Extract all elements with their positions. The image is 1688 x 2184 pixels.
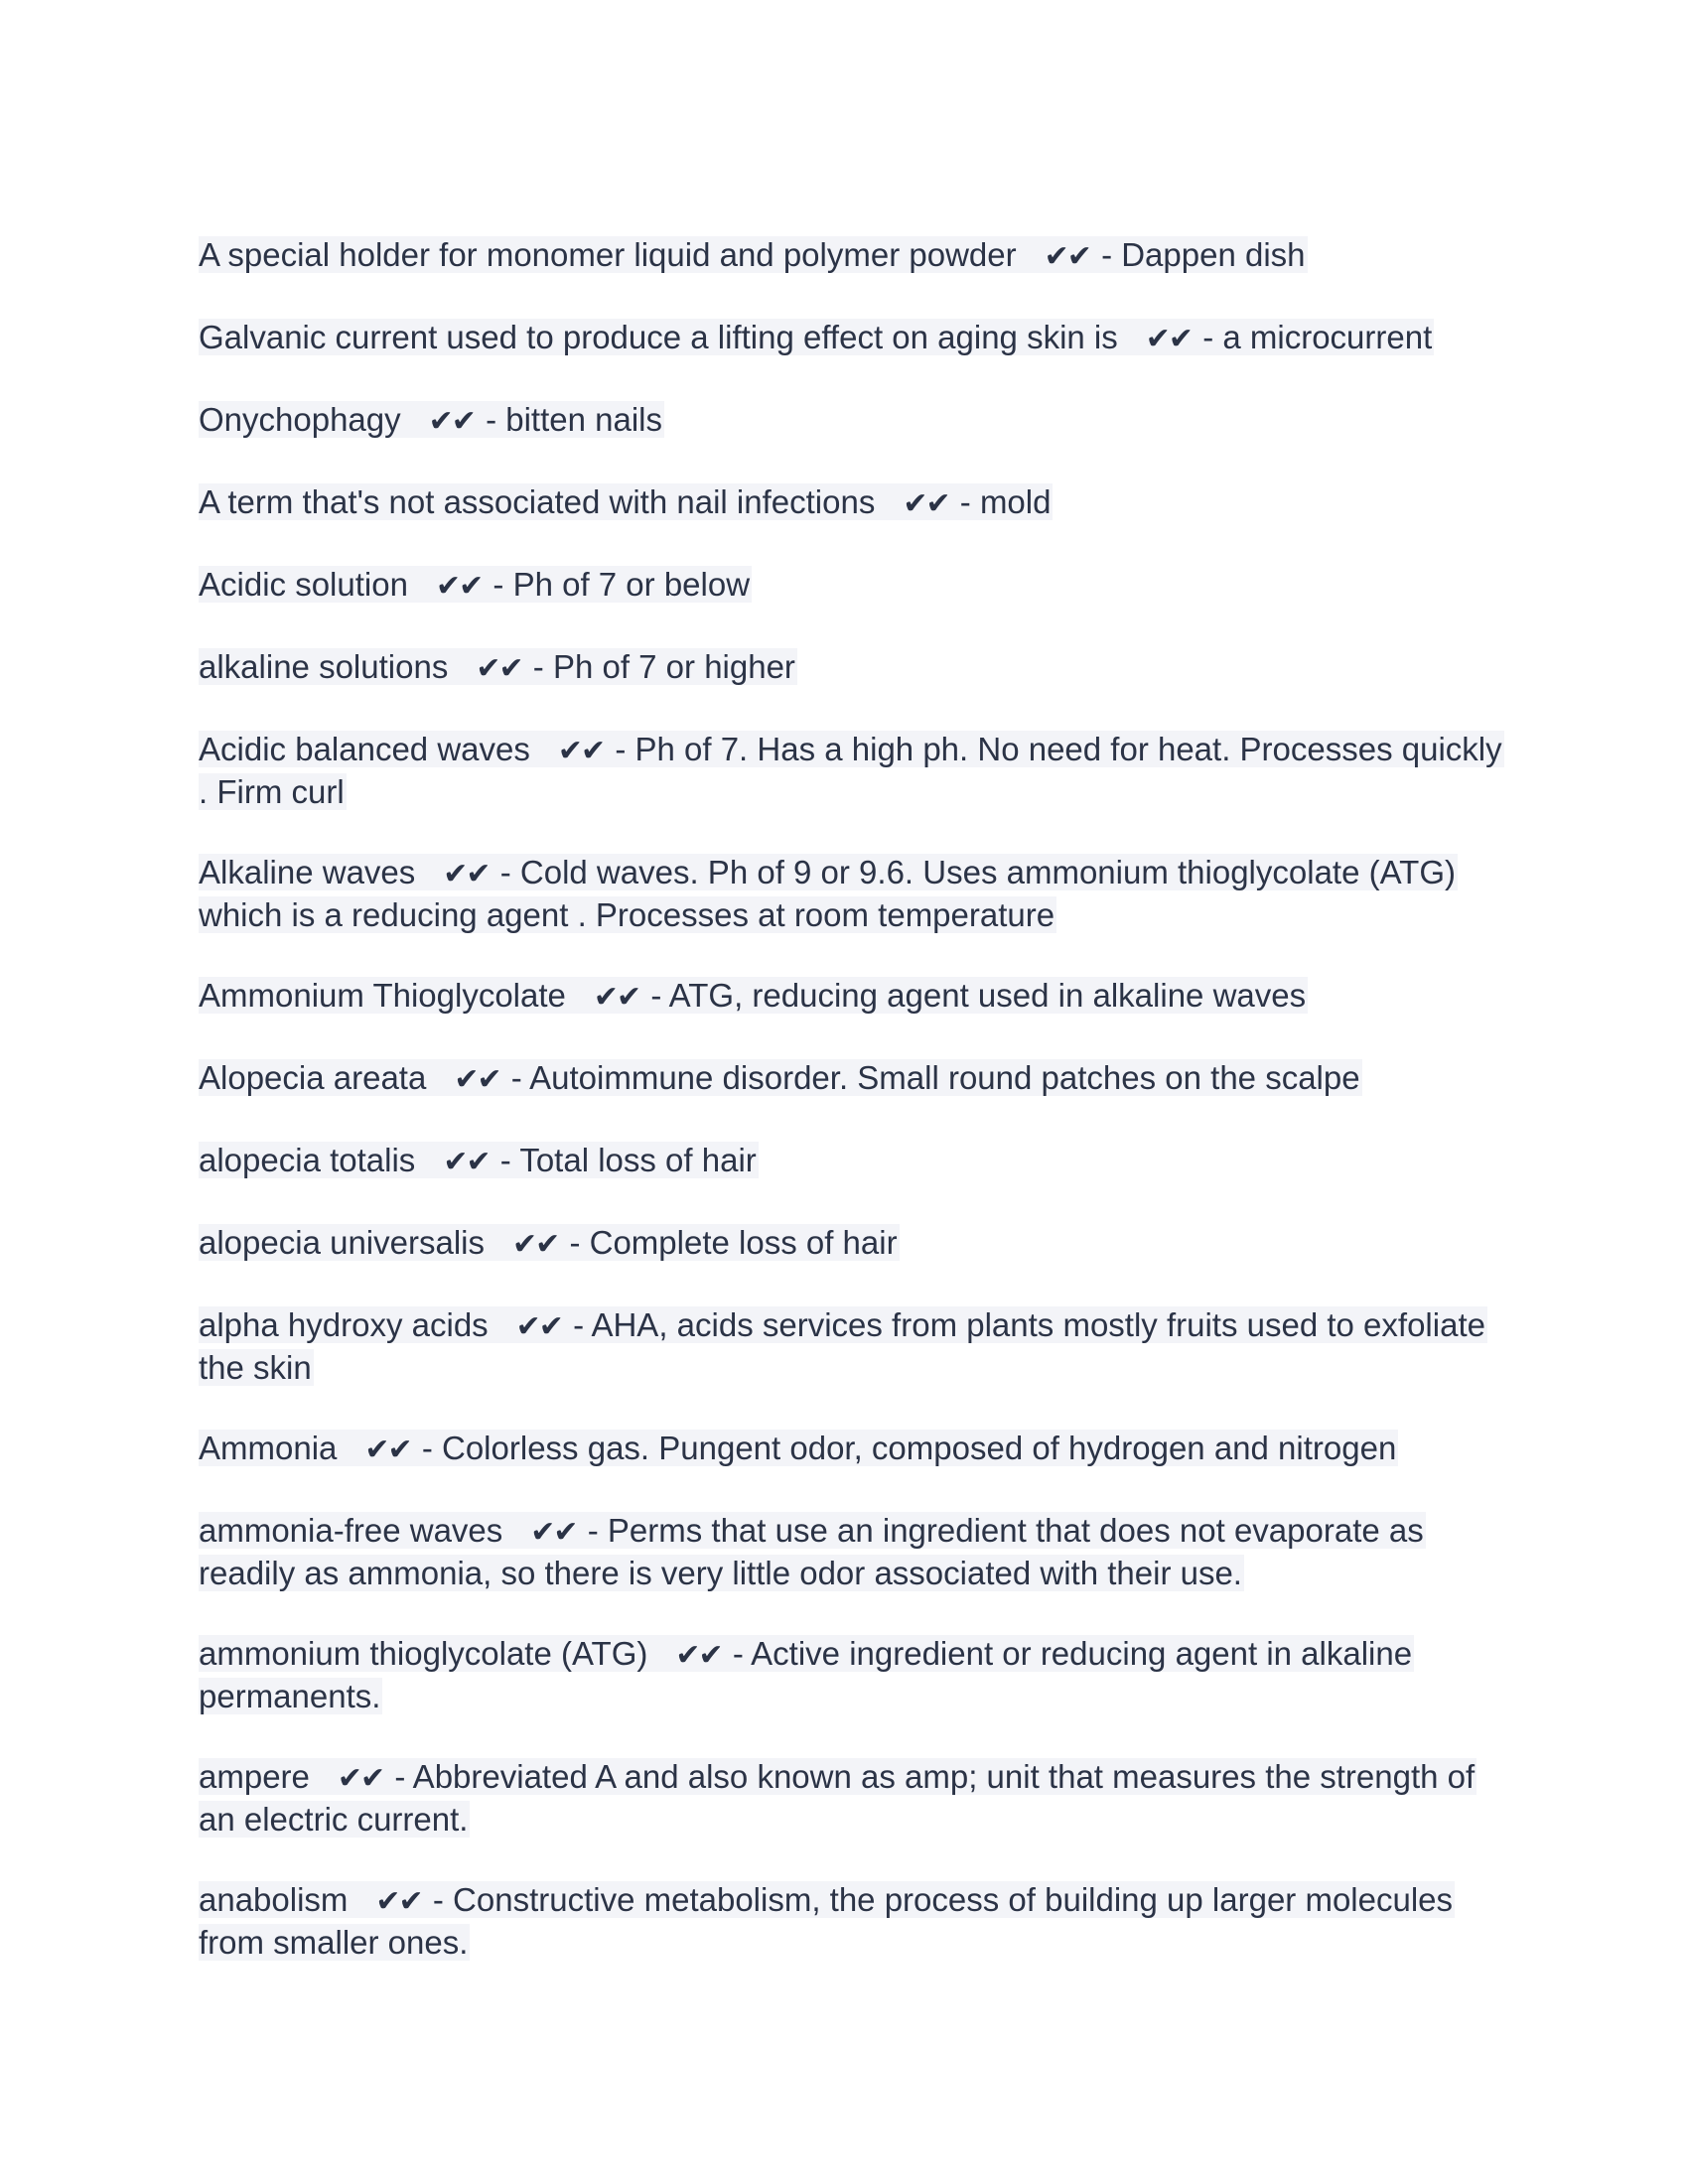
answer-text: - Active ingredient or reducing agent in alkaline permanents. bbox=[199, 1635, 1413, 1714]
term-text: alopecia totalis bbox=[199, 1142, 416, 1178]
term-text: Ammonia bbox=[199, 1430, 338, 1466]
flashcard-entry bbox=[199, 1057, 1509, 1100]
answer-text: - Abbreviated A and also known as amp; unit that measures the strength of an electric current. bbox=[199, 1758, 1476, 1838]
double-check-icon: ✔✔ bbox=[337, 1761, 384, 1796]
double-check-icon: ✔✔ bbox=[443, 857, 490, 891]
answer-text: - ATG, reducing agent used in alkaline waves bbox=[650, 977, 1307, 1014]
flashcard-entry bbox=[199, 1879, 1509, 1963]
term-text: Onychophagy bbox=[199, 401, 401, 438]
answer-text: - Cold waves. Ph of 9 or 9.6. Uses ammonium thioglycolate (ATG) which is a reducing agent . Processes at room temperature bbox=[199, 854, 1456, 933]
double-check-icon: ✔✔ bbox=[443, 1145, 490, 1179]
term-text: anabolism bbox=[199, 1881, 349, 1918]
term-text: alpha hydroxy acids bbox=[199, 1306, 489, 1343]
term-text: Acidic solution bbox=[199, 566, 408, 603]
flashcard-list bbox=[199, 234, 1509, 2002]
flashcard-entry bbox=[199, 1428, 1509, 1470]
double-check-icon: ✔✔ bbox=[1145, 322, 1193, 356]
answer-text: - Total loss of hair bbox=[499, 1142, 757, 1178]
answer-text: - Complete loss of hair bbox=[569, 1224, 898, 1261]
double-check-icon: ✔✔ bbox=[375, 1884, 422, 1919]
flashcard-entry bbox=[199, 317, 1509, 359]
double-check-icon: ✔✔ bbox=[1044, 239, 1090, 274]
flashcard-entry bbox=[199, 975, 1509, 1018]
answer-text: - Constructive metabolism, the process of building up larger molecules from smaller ones. bbox=[199, 1881, 1454, 1961]
term-text: ampere bbox=[199, 1758, 310, 1795]
double-check-icon: ✔✔ bbox=[675, 1638, 722, 1673]
double-check-icon: ✔✔ bbox=[428, 404, 475, 439]
flashcard-entry bbox=[199, 399, 1509, 442]
double-check-icon: ✔✔ bbox=[530, 1515, 577, 1550]
answer-text: - Perms that use an ingredient that does not evaporate as readily as ammonia, so there is very little odor associated with their use. bbox=[199, 1512, 1424, 1591]
flashcard-entry bbox=[199, 1304, 1509, 1388]
flashcard-entry bbox=[199, 1756, 1509, 1840]
double-check-icon: ✔✔ bbox=[364, 1433, 411, 1467]
answer-text: - mold bbox=[959, 483, 1052, 520]
answer-text: - Autoimmune disorder. Small round patches on the scalpe bbox=[510, 1059, 1360, 1096]
term-text: A special holder for monomer liquid and polymer powder bbox=[199, 236, 1017, 273]
term-text: ammonia-free waves bbox=[199, 1512, 503, 1549]
term-text: A term that's not associated with nail infections bbox=[199, 483, 876, 520]
term-text: ammonium thioglycolate (ATG) bbox=[199, 1635, 648, 1672]
double-check-icon: ✔✔ bbox=[435, 569, 483, 604]
double-check-icon: ✔✔ bbox=[476, 651, 522, 686]
answer-text: - Ph of 7 or higher bbox=[532, 648, 795, 685]
flashcard-entry bbox=[199, 481, 1509, 524]
term-text: Alopecia areata bbox=[199, 1059, 427, 1096]
answer-text: - Ph of 7. Has a high ph. No need for heat. Processes quickly . Firm curl bbox=[199, 731, 1502, 810]
flashcard-entry bbox=[199, 1633, 1509, 1716]
answer-text: - bitten nails bbox=[486, 401, 663, 438]
answer-text: - Colorless gas. Pungent odor, composed of hydrogen and nitrogen bbox=[421, 1430, 1397, 1466]
double-check-icon: ✔✔ bbox=[557, 734, 605, 768]
flashcard-entry bbox=[199, 1510, 1509, 1593]
flashcard-entry bbox=[199, 729, 1509, 812]
double-check-icon: ✔✔ bbox=[512, 1227, 559, 1262]
term-text: Alkaline waves bbox=[199, 854, 416, 890]
flashcard-entry bbox=[199, 1140, 1509, 1182]
double-check-icon: ✔✔ bbox=[515, 1309, 562, 1344]
answer-text: - a microcurrent bbox=[1202, 319, 1433, 355]
answer-text: - Ph of 7 or below bbox=[492, 566, 751, 603]
term-text: Ammonium Thioglycolate bbox=[199, 977, 566, 1014]
term-text: Acidic balanced waves bbox=[199, 731, 530, 767]
term-text: Galvanic current used to produce a lifting effect on aging skin is bbox=[199, 319, 1118, 355]
term-text: alopecia universalis bbox=[199, 1224, 485, 1261]
answer-text: - Dappen dish bbox=[1101, 236, 1306, 273]
term-text: alkaline solutions bbox=[199, 648, 449, 685]
flashcard-entry bbox=[199, 234, 1509, 277]
flashcard-entry bbox=[199, 564, 1509, 607]
double-check-icon: ✔✔ bbox=[903, 486, 949, 521]
double-check-icon: ✔✔ bbox=[593, 980, 640, 1015]
flashcard-entry bbox=[199, 852, 1509, 935]
flashcard-entry bbox=[199, 1222, 1509, 1265]
flashcard-entry bbox=[199, 646, 1509, 689]
answer-text: - AHA, acids services from plants mostly fruits used to exfoliate the skin bbox=[199, 1306, 1485, 1386]
double-check-icon: ✔✔ bbox=[454, 1062, 500, 1097]
